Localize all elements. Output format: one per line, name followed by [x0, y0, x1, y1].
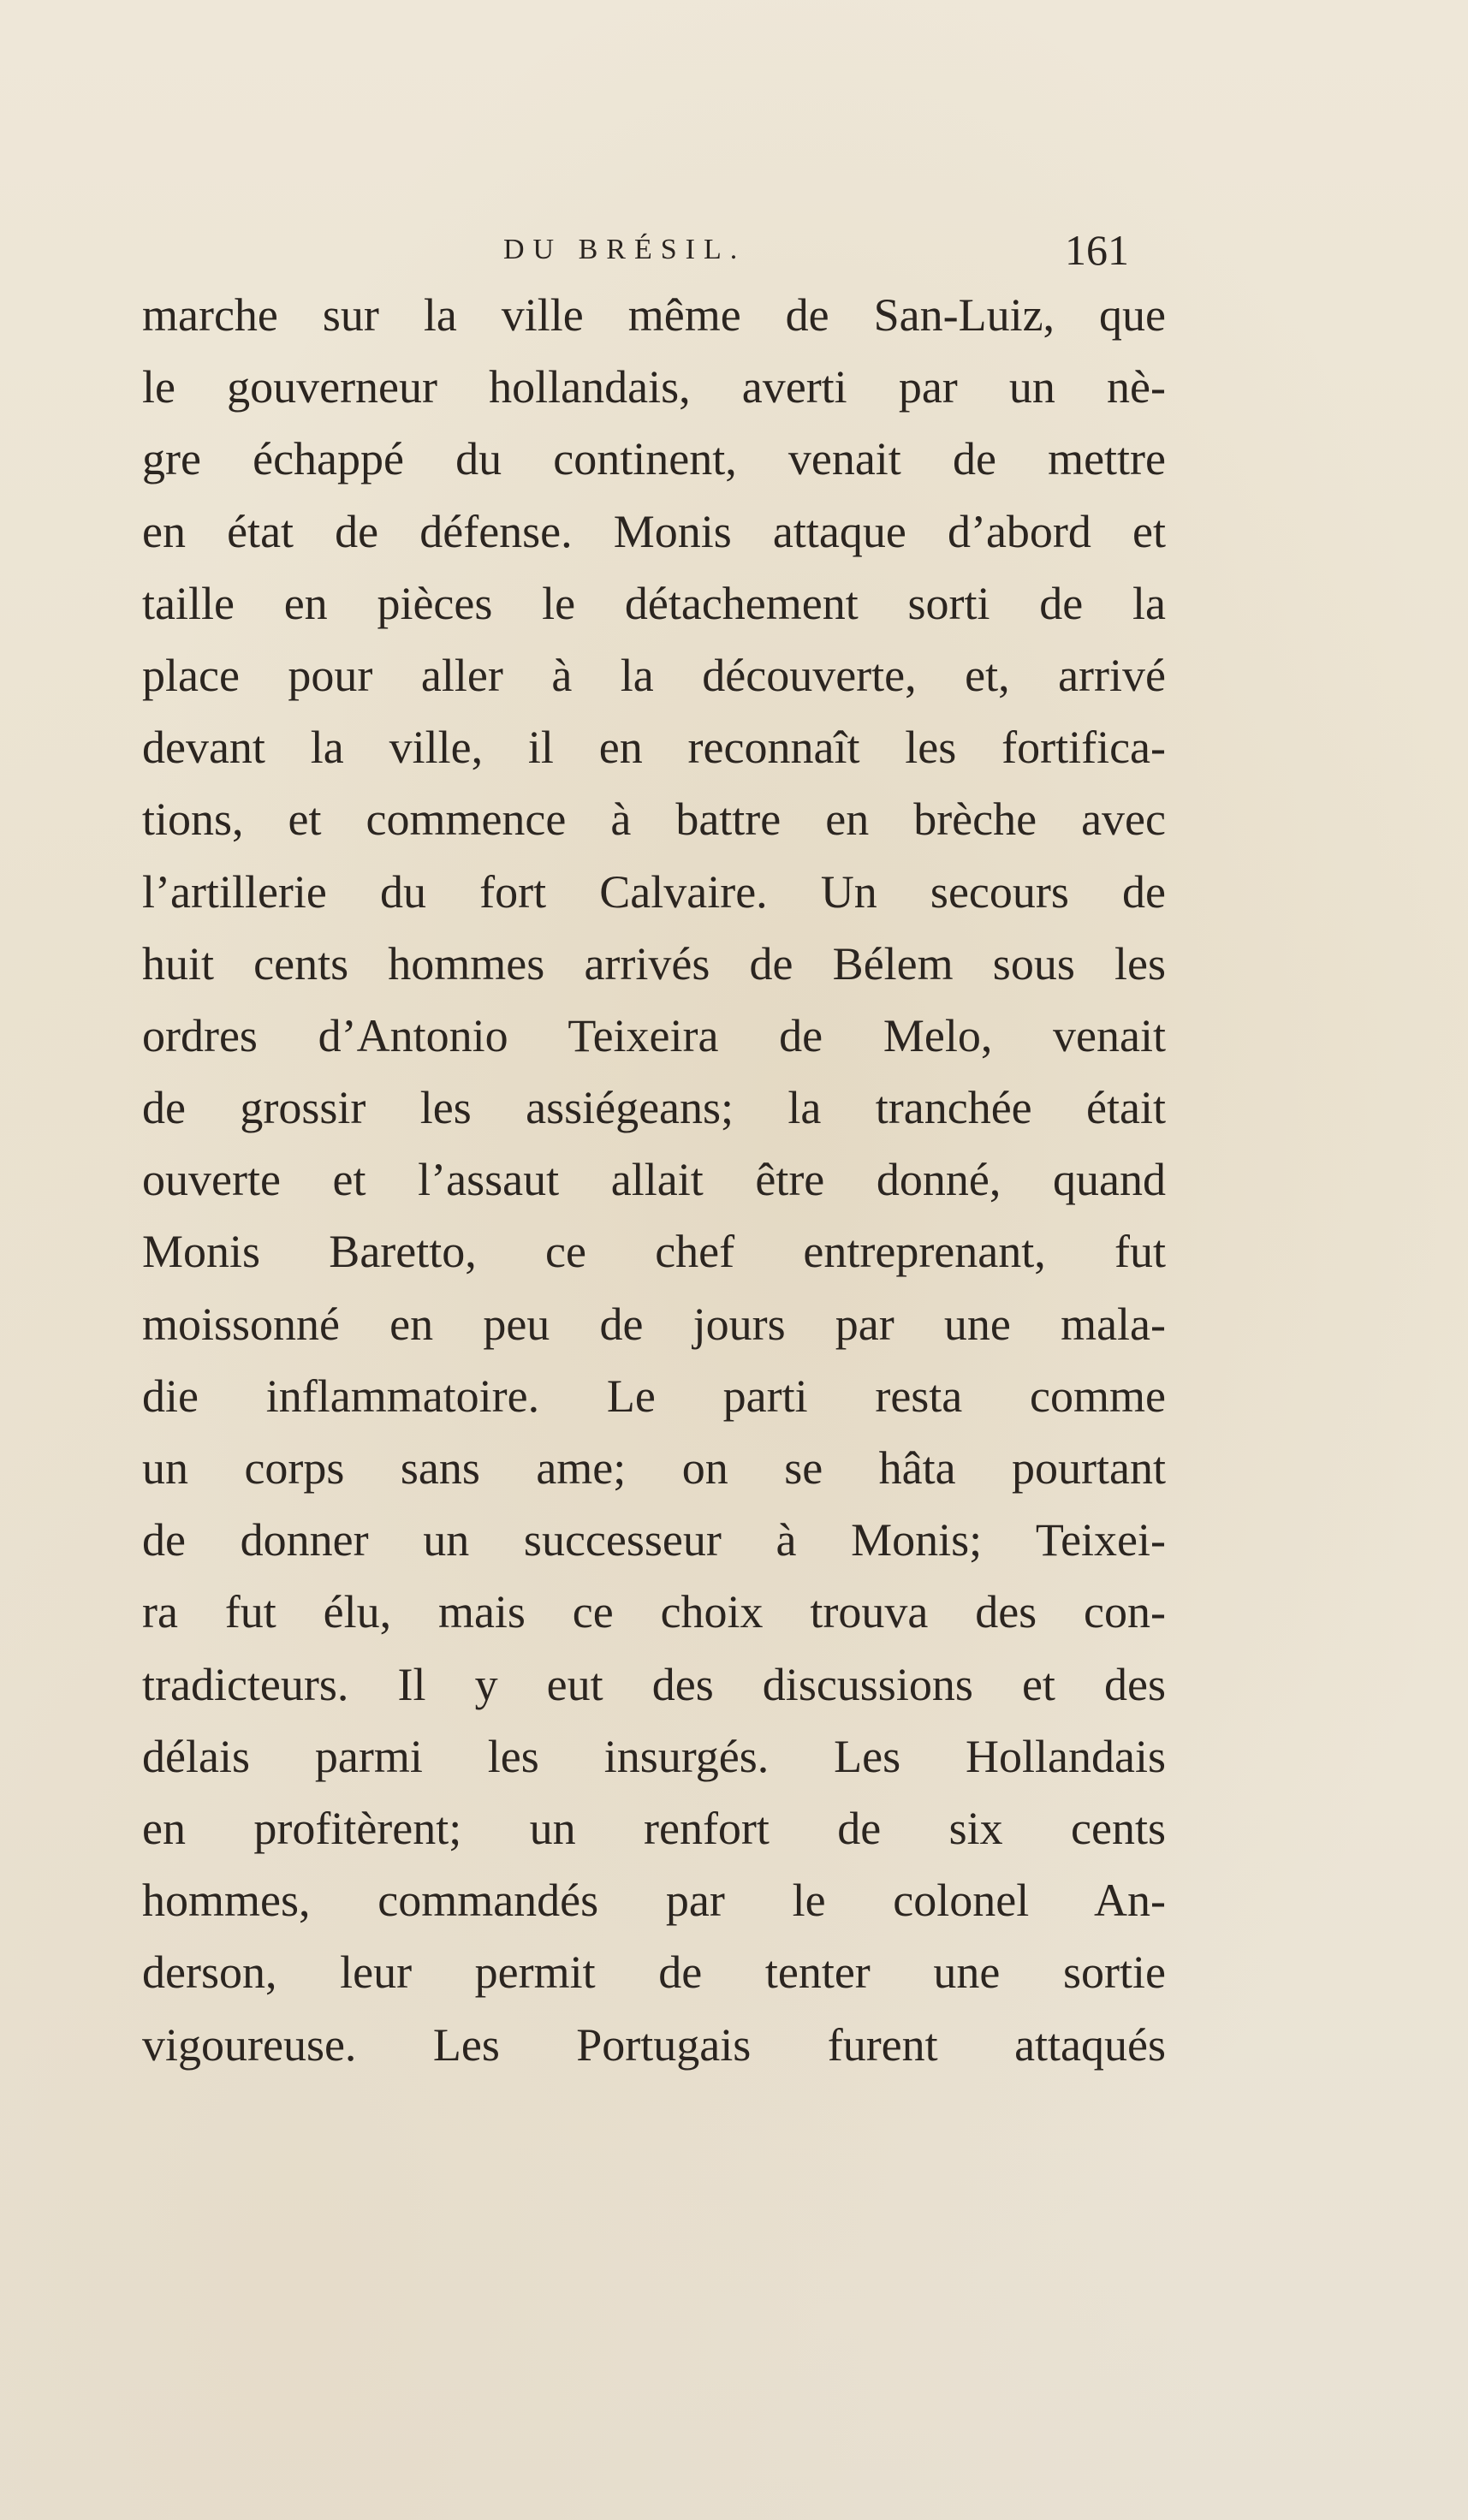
text-line: un corps sans ame; on se hâta pourtant [142, 1442, 1166, 1494]
text-line: tions, et commence à battre en brèche avec [142, 793, 1166, 846]
text-line: de donner un successeur à Monis; Teixei- [142, 1514, 1166, 1566]
text-line: tradicteurs. Il y eut des discussions et des [142, 1658, 1166, 1710]
text-line: place pour aller à la découverte, et, arrivé [142, 649, 1166, 701]
body-text [142, 279, 1166, 2081]
text-line: die inflammatoire. Le parti resta comme [142, 1370, 1166, 1422]
text-line: ra fut élu, mais ce choix trouva des con- [142, 1586, 1166, 1638]
text-line: gre échappé du continent, venait de mettre [142, 433, 1166, 485]
text-line: ordres d’Antonio Teixeira de Melo, venait [142, 1009, 1166, 1061]
text-line: délais parmi les insurgés. Les Hollandais [142, 1730, 1166, 1782]
text-line: ouverte et l’assaut allait être donné, quand [142, 1154, 1166, 1206]
text-line: huit cents hommes arrivés de Bélem sous les [142, 937, 1166, 990]
text-line: devant la ville, il en reconnaît les fortifica- [142, 722, 1166, 774]
running-head [0, 224, 1468, 276]
text-line: derson, leur permit de tenter une sortie [142, 1946, 1166, 1999]
text-line: moissonné en peu de jours par une mala- [142, 1298, 1166, 1350]
text-line: l’artillerie du fort Calvaire. Un secours de [142, 865, 1166, 918]
text-line: taille en pièces le détachement sorti de la [142, 577, 1166, 629]
page-number: 161 [1065, 226, 1129, 274]
text-line: en état de défense. Monis attaque d’abord et [142, 505, 1166, 557]
text-line: vigoureuse. Les Portugais furent attaqués [142, 2018, 1166, 2071]
text-line: de grossir les assiégeans; la tranchée était [142, 1082, 1166, 1134]
running-title: DU BRÉSIL. [503, 234, 746, 265]
text-line: hommes, commandés par le colonel An- [142, 1875, 1166, 1927]
text-line: Monis Baretto, ce chef entreprenant, fut [142, 1226, 1166, 1278]
text-line: en profitèrent; un renfort de six cents [142, 1802, 1166, 1854]
text-line: marche sur la ville même de San-Luiz, que [142, 289, 1166, 341]
text-line: le gouverneur hollandais, averti par un nè- [142, 361, 1166, 413]
